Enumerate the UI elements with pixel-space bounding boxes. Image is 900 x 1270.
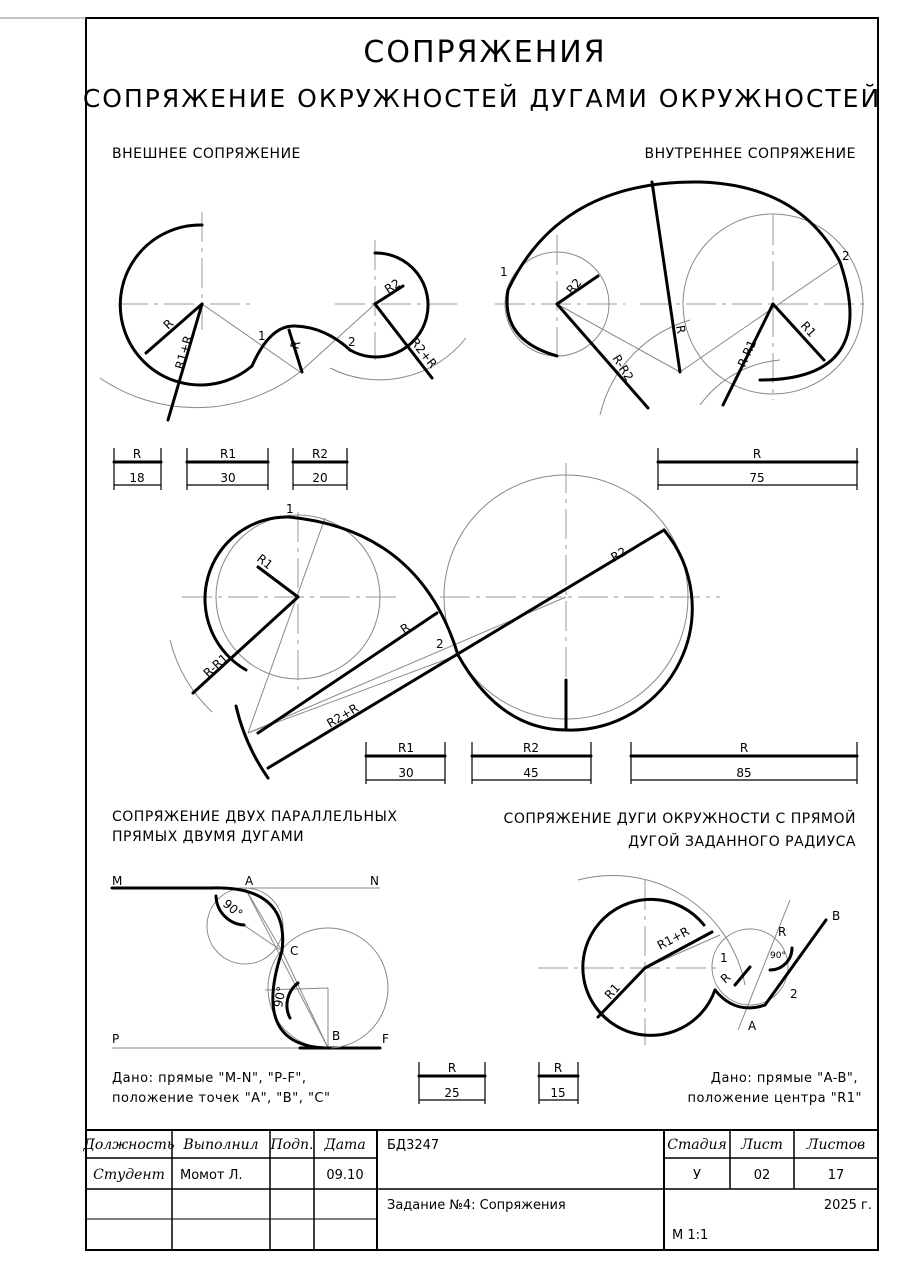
label-r2-int: R2 — [563, 275, 585, 297]
tb-scale: М 1:1 — [672, 1228, 709, 1243]
dim-label: R — [553, 1061, 563, 1075]
label-point-2-bottom: 2 — [790, 987, 798, 1001]
dim-value: 25 — [444, 1086, 460, 1100]
external-tangency-figure — [100, 212, 466, 420]
label-r1pr: R1+R — [172, 333, 196, 371]
sheet-subtitle: СОПРЯЖЕНИЕ ОКРУЖНОСТЕЙ ДУГАМИ ОКРУЖНОСТЕЙ — [82, 84, 882, 113]
label-r2-mid: R2 — [608, 544, 630, 565]
tb-name: Момот Л. — [180, 1168, 243, 1183]
label-r-int: R — [673, 324, 689, 335]
sheet-title: СОПРЯЖЕНИЯ — [363, 35, 607, 70]
label-b-right: B — [832, 909, 841, 923]
label-r1pr-bottom: R1+R — [654, 924, 692, 953]
label-point-2-int: 2 — [842, 249, 850, 263]
dim-label: R — [752, 447, 762, 461]
label-r2pr: R2+R — [407, 335, 440, 371]
label-point-2-mid: 2 — [436, 637, 444, 651]
label-90-a: 90° — [220, 896, 246, 921]
label-rmr1-mid: R-R1 — [200, 650, 231, 681]
label-point-2-ext: 2 — [348, 335, 356, 349]
label-n: N — [370, 874, 379, 888]
label-r2pr-mid: R2+R — [324, 700, 362, 731]
given-right-line1: Дано: прямые "A-B", — [710, 1071, 858, 1086]
tb-date: 09.10 — [326, 1168, 364, 1183]
tb-header-sign: Подп. — [270, 1137, 314, 1153]
dim-label: R — [447, 1061, 457, 1075]
label-90-c: 90° — [770, 951, 786, 961]
tb-sheets: 17 — [827, 1168, 845, 1183]
label-rmr2: R-R2 — [609, 352, 637, 384]
dim-value: 30 — [398, 766, 414, 780]
label-r1-mid: R1 — [254, 551, 276, 573]
section-external-title: ВНЕШНЕЕ СОПРЯЖЕНИЕ — [112, 146, 301, 162]
label-r-bottom-2: R — [778, 925, 787, 939]
label-r-bottom-1: R — [717, 970, 734, 987]
sheet-frame — [86, 18, 878, 1250]
section-arcline-title-2: ДУГОЙ ЗАДАННОГО РАДИУСА — [628, 834, 856, 850]
label-point-1-mid: 1 — [286, 502, 294, 516]
label-point-1-int: 1 — [500, 265, 508, 279]
dim-value: 15 — [550, 1086, 566, 1100]
section-parallel-title-2: ПРЯМЫХ ДВУМЯ ДУГАМИ — [112, 829, 305, 845]
mixed-tangency-figure — [170, 463, 720, 778]
tb-header-sheet: Лист — [741, 1137, 783, 1153]
dim-value: 45 — [523, 766, 539, 780]
tb-sheet: 02 — [753, 1168, 771, 1183]
tb-header-date: Дата — [324, 1137, 366, 1153]
label-a-left: A — [245, 874, 254, 888]
internal-tangency-figure — [495, 182, 866, 415]
tb-header-stage: Стадия — [667, 1137, 727, 1153]
given-right-line2: положение центра "R1" — [687, 1091, 862, 1106]
dim-value: 20 — [312, 471, 328, 485]
tb-task: Задание №4: Сопряжения — [387, 1198, 566, 1213]
dim-value: 75 — [749, 471, 765, 485]
label-r-mid: R — [397, 620, 413, 637]
dim-label: R1 — [398, 741, 414, 755]
tb-header-done: Выполнил — [183, 1137, 259, 1153]
label-a-right: A — [748, 1019, 757, 1033]
dim-label: R — [132, 447, 142, 461]
section-internal-title: ВНУТРЕННЕЕ СОПРЯЖЕНИЕ — [644, 146, 856, 162]
given-left-line2: положение точек "A", "B", "C" — [112, 1091, 331, 1106]
tb-role: Студент — [93, 1167, 165, 1183]
dim-value: 18 — [129, 471, 145, 485]
label-90-b: 90° — [271, 985, 289, 1009]
tb-stage: У — [693, 1168, 701, 1183]
tb-code: БД3247 — [387, 1138, 440, 1153]
label-c: C — [290, 944, 299, 958]
given-left-line1: Дано: прямые "M-N", "P-F", — [112, 1071, 307, 1086]
dim-label: R2 — [523, 741, 539, 755]
parallel-lines-figure — [112, 888, 388, 1048]
dim-value: 30 — [220, 471, 236, 485]
label-r-external-2: R — [287, 338, 304, 351]
dim-label: R — [739, 741, 749, 755]
label-p: P — [112, 1032, 120, 1046]
label-r1-int: R1 — [797, 318, 819, 340]
label-r2-ext: R2 — [382, 276, 404, 297]
dim-label: R1 — [220, 447, 236, 461]
label-f: F — [382, 1032, 389, 1046]
tb-year: 2025 г. — [823, 1198, 872, 1213]
label-r1-bottom: R1 — [601, 980, 623, 1003]
label-r-external-1: R — [160, 316, 177, 333]
label-m: M — [112, 874, 123, 888]
section-arcline-title-1: СОПРЯЖЕНИЕ ДУГИ ОКРУЖНОСТИ С ПРЯМОЙ — [503, 811, 856, 827]
tb-header-position: Должность — [83, 1137, 175, 1153]
label-b-left: B — [332, 1029, 341, 1043]
label-rmr1-int: R-R1 — [734, 337, 760, 370]
dim-label: R2 — [312, 447, 328, 461]
label-point-1-ext: 1 — [258, 329, 266, 343]
tb-header-sheets: Листов — [806, 1137, 866, 1153]
label-point-1-bottom: 1 — [720, 951, 728, 965]
section-parallel-title-1: СОПРЯЖЕНИЕ ДВУХ ПАРАЛЛЕЛЬНЫХ — [112, 809, 398, 825]
dim-value: 85 — [736, 766, 752, 780]
